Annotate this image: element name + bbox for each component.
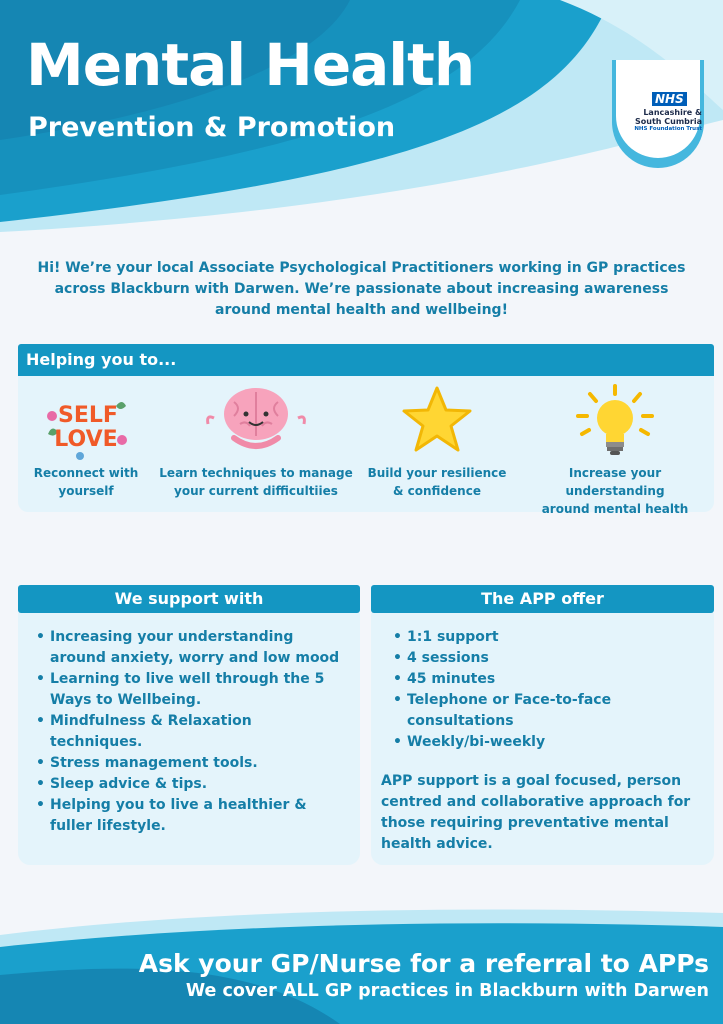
help-text-line-2: your current difficultiies <box>174 484 338 498</box>
help-text-line-1: Reconnect with <box>33 466 139 480</box>
help-text-line-1: Build your resilience <box>367 466 507 480</box>
brain-icon <box>204 384 308 456</box>
footer-coverage: We cover ALL GP practices in Blackburn with Darwen <box>185 981 709 1001</box>
help-text-line-1: Increase your understanding <box>565 466 665 498</box>
footer-call-to-action: Ask your GP/Nurse for a referral to APPs <box>138 949 709 978</box>
star-icon <box>400 384 474 456</box>
app-offer-list <box>391 627 704 753</box>
list-item: • 4 sessions <box>391 648 704 669</box>
app-offer-description: APP support is a goal focused, person centred and collaborative approach for those requiring preventative mental health advice. <box>381 773 691 852</box>
help-text-line-1: Learn techniques to manage <box>159 466 353 480</box>
list-item: • 45 minutes <box>391 669 704 690</box>
trust-line-1: Lancashire & <box>643 108 702 117</box>
help-text-line-2: yourself <box>58 484 114 498</box>
help-text-resilience <box>362 464 512 500</box>
list-item: • Mindfulness & Relaxation techniques. <box>34 711 346 753</box>
app-offer-header: The APP offer <box>371 585 714 613</box>
list-item: • Telephone or Face-to-face consultations <box>391 690 704 732</box>
app-offer-panel <box>371 613 714 865</box>
helping-title: Helping you to... <box>26 350 177 369</box>
list-item: • Weekly/bi-weekly <box>391 732 704 753</box>
self-love-line-2: LOVE <box>54 427 118 452</box>
intro-text: Hi! We’re your local Associate Psychological Practitioners working in GP practices across Blackburn with Darwen. We’re passionate about increasing awareness around mental health and wellbeing! <box>37 260 686 318</box>
help-text-reconnect <box>20 464 152 500</box>
list-item: • Stress management tools. <box>34 753 346 774</box>
lightbulb-icon <box>576 384 654 460</box>
self-love-line-1: SELF <box>58 403 118 428</box>
support-panel <box>18 613 360 865</box>
list-item: • Learning to live well through the 5 Ways to Wellbeing. <box>34 669 346 711</box>
help-text-techniques <box>158 464 354 500</box>
trust-line-3: NHS Foundation Trust <box>634 126 702 133</box>
self-love-icon <box>42 384 130 464</box>
trust-name <box>618 108 702 133</box>
trust-line-2: South Cumbria <box>635 117 702 127</box>
help-text-understanding <box>518 464 712 518</box>
nhs-logo: NHS <box>652 92 687 106</box>
helping-panel <box>18 376 714 516</box>
list-item: • Sleep advice & tips. <box>34 774 346 795</box>
support-list <box>34 627 346 837</box>
support-header: We support with <box>18 585 360 613</box>
page-subtitle: Prevention & Promotion <box>28 112 396 143</box>
list-item: • Increasing your understanding around anxiety, worry and low mood <box>34 627 346 669</box>
list-item: • 1:1 support <box>391 627 704 648</box>
page-title: Mental Health <box>26 31 475 99</box>
help-text-line-2: around mental health <box>541 502 689 516</box>
list-item: • Helping you to live a healthier & fuller lifestyle. <box>34 795 346 837</box>
help-text-line-2: & confidence <box>393 484 481 498</box>
helping-header <box>18 344 714 376</box>
